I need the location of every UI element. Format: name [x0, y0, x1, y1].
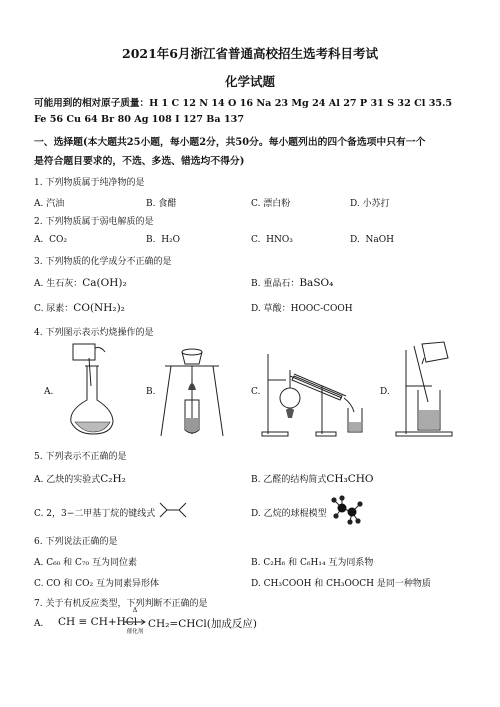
q4-apparatus-a-image [55, 338, 135, 438]
q4-option-a[interactable]: A. [44, 387, 54, 397]
page-title: 2021年6月浙江省普通高校招生选考科目考试 [122, 46, 378, 61]
q5-option-c[interactable]: C. 2，3−二甲基丁烷的键线式 [34, 509, 156, 519]
q2-option-b[interactable]: B. H₂O [146, 235, 181, 245]
q5-stem: 5. 下列表示不正确的是 [34, 452, 127, 462]
q4-option-c[interactable]: C. [251, 387, 261, 397]
q6-option-b[interactable]: B. C₂H₆ 和 C₆H₁₄ 互为同系物 [251, 558, 374, 568]
q1-option-d[interactable]: D. 小苏打 [350, 199, 390, 209]
q5-option-a[interactable]: A. 乙炔的实验式C₂H₂ [34, 473, 126, 485]
q2-formula-b: H₂O [161, 235, 181, 245]
q5-ball-stick-model-image [330, 496, 364, 524]
q3-option-b[interactable]: B. 重晶石：BaSO₄ [251, 277, 334, 289]
section1-intro1: 一、选择题(本大题共25小题，每小题2分，共50分。每小题列出的四个备选项中只有一个 [34, 137, 426, 148]
q4-stem: 4. 下列图示表示灼烧操作的是 [34, 328, 154, 338]
q3-option-c[interactable]: C. 尿素：CO(NH₂)₂ [34, 302, 125, 314]
q7-equation-lhs: CH ≡ CH+HCl [58, 616, 138, 628]
q5-formula-b: CH₃CHO [326, 473, 374, 485]
q1-option-b[interactable]: B. 食醋 [146, 199, 177, 209]
q2-option-c[interactable]: C. HNO₃ [251, 235, 293, 245]
q3-option-d[interactable]: D. 草酸：HOOC-COOH [251, 304, 353, 314]
q3-formula-b: BaSO₄ [299, 277, 334, 289]
q4-apparatus-c-image [262, 350, 372, 440]
page-subtitle: 化学试题 [224, 74, 275, 89]
q6-option-d[interactable]: D. CH₃COOH 和 CH₃OOCH 是同一种物质 [251, 579, 431, 589]
q4-option-b[interactable]: B. [146, 387, 156, 397]
q6-stem: 6. 下列说法正确的是 [34, 537, 118, 547]
q2-formula-c: HNO₃ [266, 235, 293, 245]
q1-option-a[interactable]: A. 汽油 [34, 199, 65, 209]
atomic-masses-line1: 可能用到的相对原子质量：H 1 C 12 N 14 O 16 Na 23 Mg 24 Al 27 P 31 S 32 Cl 35.5 [34, 98, 453, 109]
atomic-masses-line2: Fe 56 Cu 64 Br 80 Ag 108 I 127 Ba 137 [34, 114, 244, 125]
q3-stem: 3. 下列物质的化学成分不正确的是 [34, 257, 172, 267]
q2-stem: 2. 下列物质属于弱电解质的是 [34, 217, 154, 227]
q7-option-a-label[interactable]: A. [34, 619, 44, 629]
q4-apparatus-d-image [392, 340, 472, 440]
q2-option-d[interactable]: D. NaOH [350, 235, 394, 245]
q5-skeletal-formula-image [158, 500, 188, 520]
q6-option-a[interactable]: A. C₆₀ 和 C₇₀ 互为同位素 [34, 558, 138, 568]
q6-option-c[interactable]: C. CO 和 CO₂ 互为同素异形体 [34, 579, 160, 589]
q2-formula-a: CO₂ [49, 235, 67, 245]
q4-apparatus-b-image [157, 340, 227, 440]
q1-option-c[interactable]: C. 漂白粉 [251, 199, 291, 209]
section1-intro2: 是符合题目要求的，不选、多选、错选均不得分) [34, 156, 245, 167]
q5-formula-a: C₂H₂ [100, 473, 126, 485]
q2-formula-d: NaOH [365, 235, 394, 245]
q7-condition-heat: Δ [132, 607, 138, 614]
q5-option-d[interactable]: D. 乙烷的球棍模型 [251, 509, 327, 519]
q3-formula-c: CO(NH₂)₂ [73, 302, 125, 314]
q1-stem: 1. 下列物质属于纯净物的是 [34, 178, 145, 188]
q7-condition-catalyst: 催化剂 [126, 629, 144, 635]
q7-stem: 7. 关于有机反应类型，下列判断不正确的是 [34, 599, 208, 609]
q7-equation-rhs: CH₂=CHCl(加成反应) [148, 618, 257, 630]
q3-formula-a: Ca(OH)₂ [82, 277, 127, 289]
q7-reaction-arrow-icon [124, 618, 146, 626]
q4-option-d[interactable]: D. [380, 387, 390, 397]
q2-option-a[interactable]: A. CO₂ [34, 235, 67, 245]
q3-option-a[interactable]: A. 生石灰：Ca(OH)₂ [34, 277, 127, 289]
q5-option-b[interactable]: B. 乙醛的结构简式CH₃CHO [251, 473, 374, 485]
